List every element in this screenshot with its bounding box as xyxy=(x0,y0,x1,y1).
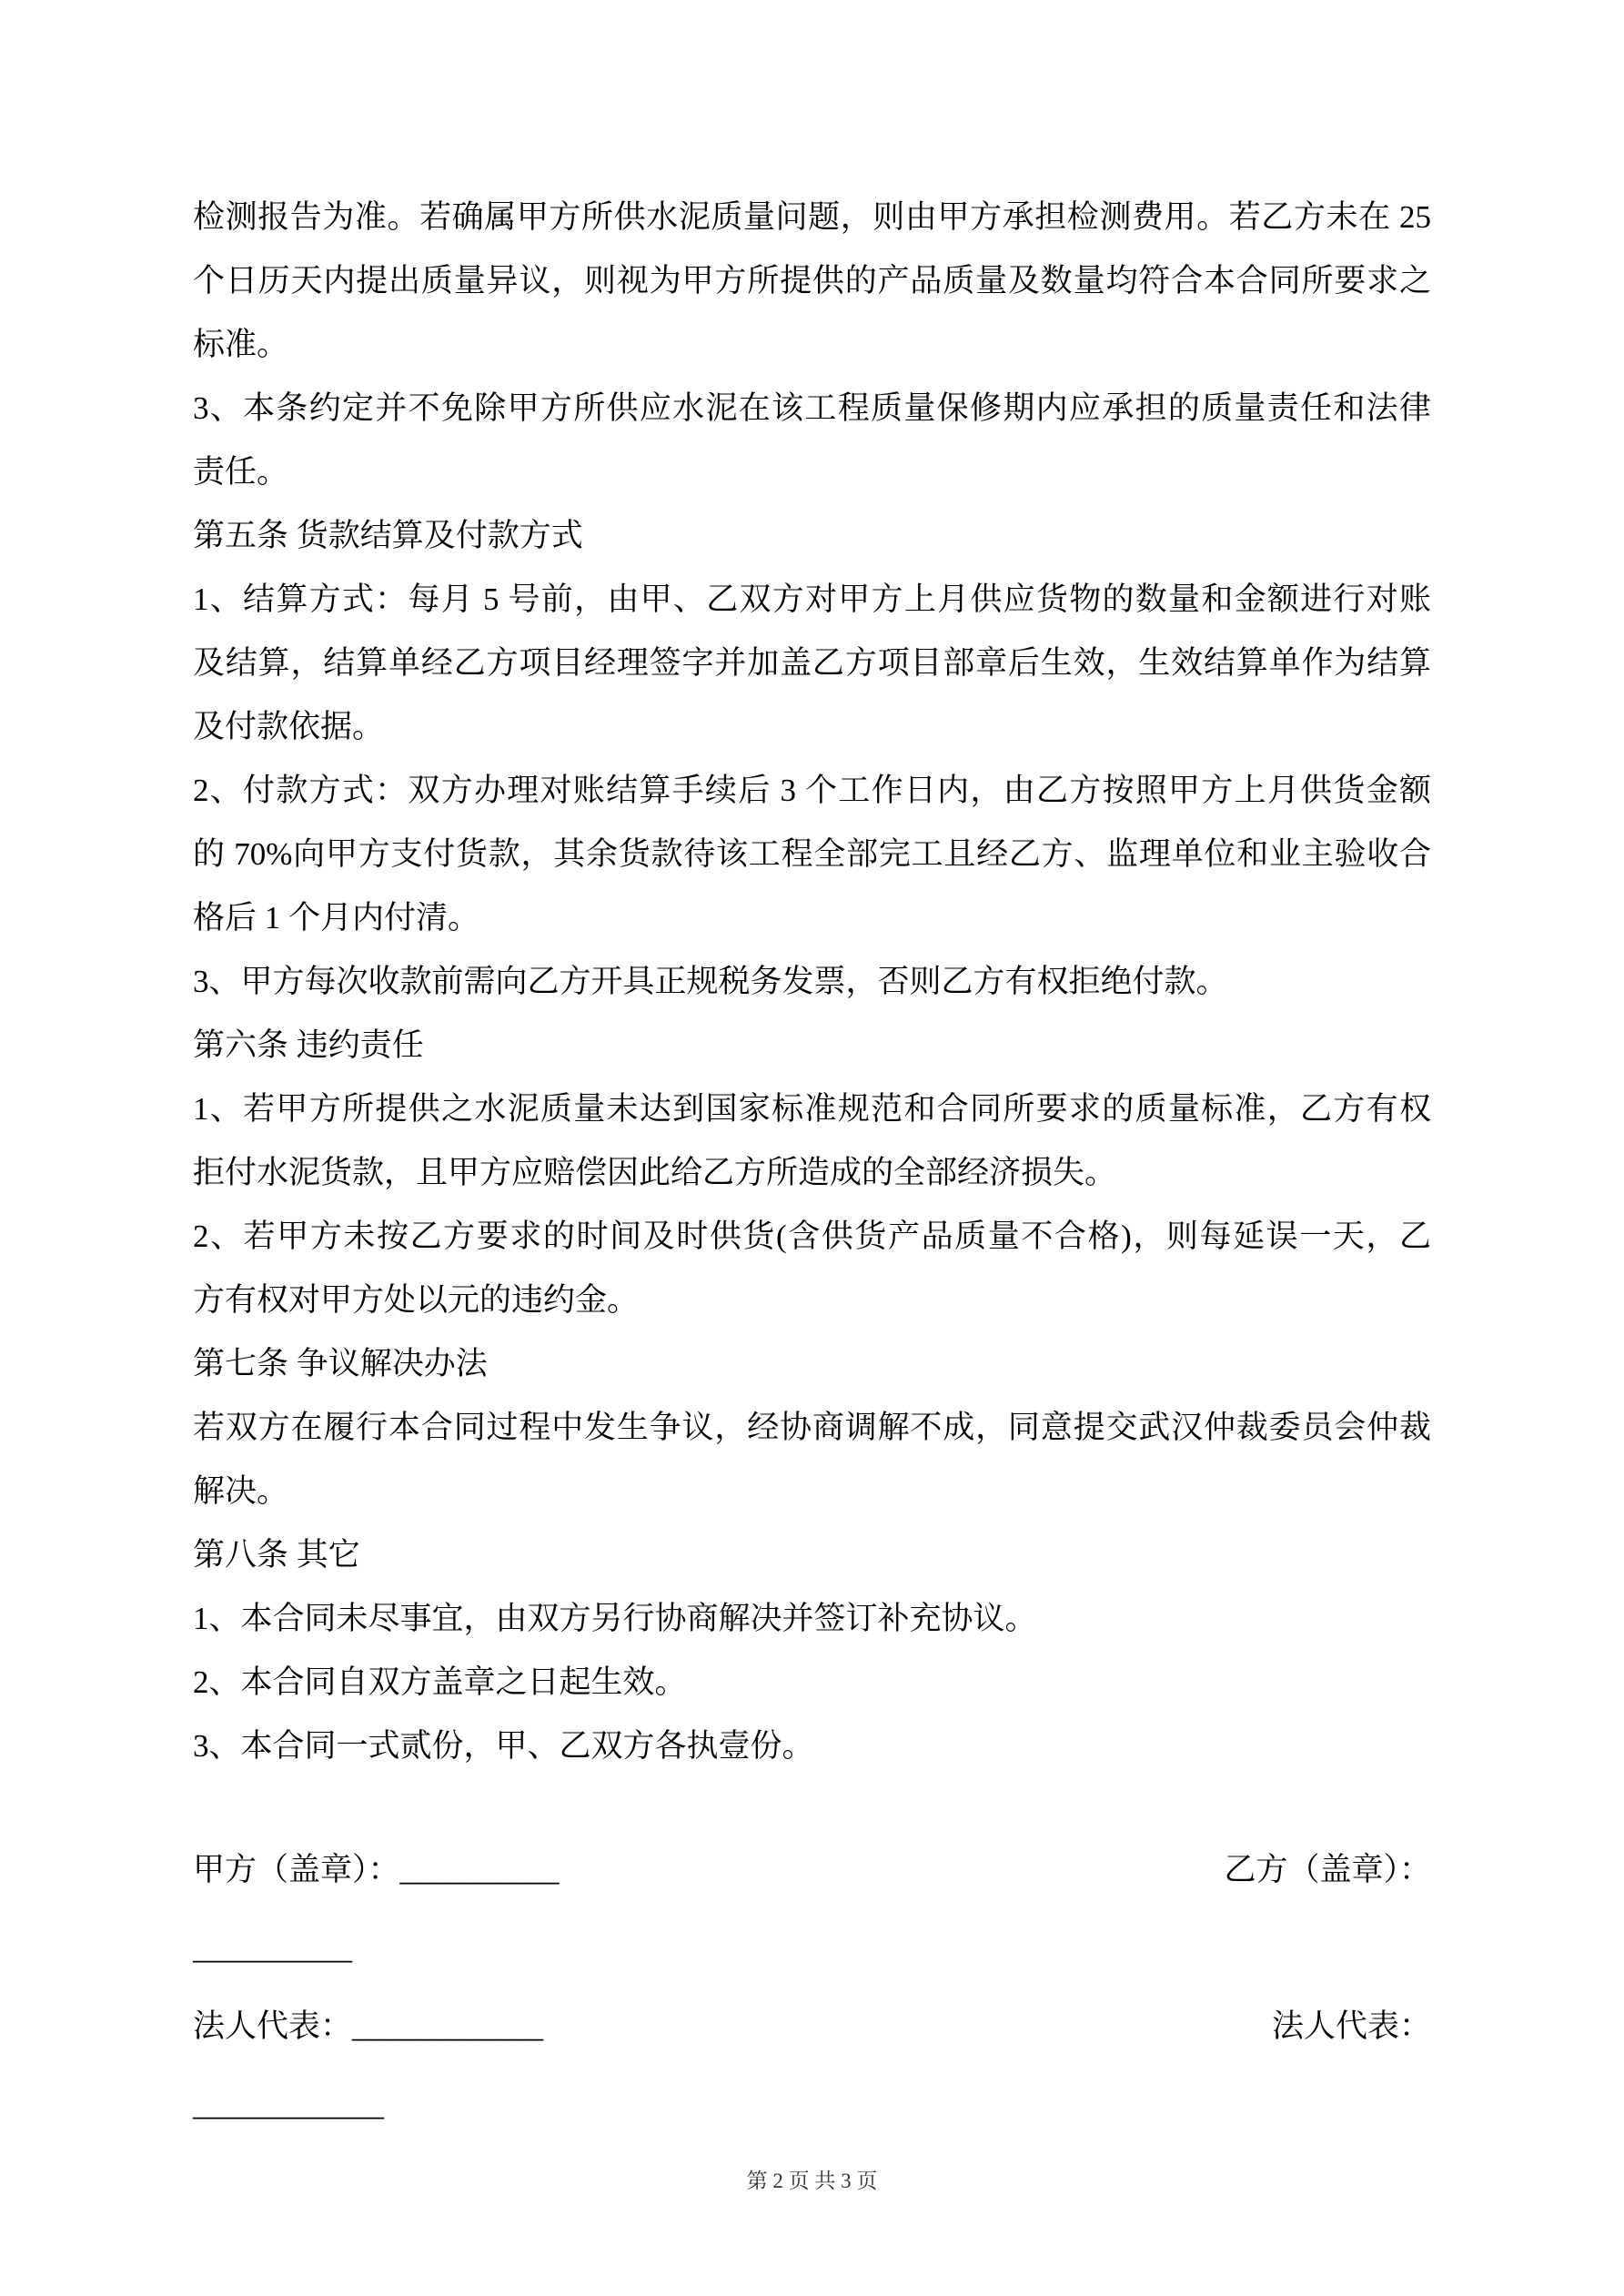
contract-line: 个日历天内提出质量异议，则视为甲方所提供的产品质量及数量均符合本合同所要求之 xyxy=(193,263,1431,298)
contract-line: 2、本合同自双方盖章之日起生效。 xyxy=(193,1664,687,1700)
contract-line: 3、甲方每次收款前需向乙方开具正规税务发票，否则乙方有权拒绝付款。 xyxy=(193,964,1228,999)
contract-line: 拒付水泥货款，且甲方应赔偿因此给乙方所造成的全部经济损失。 xyxy=(193,1155,1117,1190)
party-a-seal-label: 甲方（盖章）： xyxy=(193,1852,400,1887)
party-a-seal-blank: __________ xyxy=(399,1852,560,1887)
contract-line: 3、本合同一式贰份，甲、乙双方各执壹份。 xyxy=(193,1728,814,1764)
signature-row-representative xyxy=(193,1988,1431,2066)
signature-row-representative-blank xyxy=(193,2066,1431,2144)
signature-row-seal-blank xyxy=(193,1909,1431,1988)
contract-line: 检测报告为准。若确属甲方所供水泥质量问题，则由甲方承担检测费用。若乙方未在 25 xyxy=(193,199,1431,235)
contract-line: 2、付款方式：双方办理对账结算手续后 3 个工作日内，由乙方按照甲方上月供货金额 xyxy=(193,773,1431,808)
contract-line: 及结算，结算单经乙方项目经理签字并加盖乙方项目部章后生效，生效结算单作为结算 xyxy=(193,645,1431,681)
section-heading-clause-8: 第八条 其它 xyxy=(193,1537,360,1573)
party-b-seal-blank: __________ xyxy=(193,1930,352,1966)
contract-line: 方有权对甲方处以元的违约金。 xyxy=(193,1282,640,1318)
contract-line: 1、结算方式：每月 5 号前，由甲、乙双方对甲方上月供应货物的数量和金额进行对账 xyxy=(193,582,1431,617)
section-heading-clause-7: 第七条 争议解决办法 xyxy=(193,1346,488,1381)
party-a-rep-label: 法人代表： xyxy=(193,2008,353,2044)
section-heading-clause-5: 第五条 货款结算及付款方式 xyxy=(193,518,583,553)
contract-line: 格后 1 个月内付清。 xyxy=(193,900,480,936)
party-a-representative xyxy=(193,1988,543,2066)
contract-line: 1、若甲方所提供之水泥质量未达到国家标准规范和合同所要求的质量标准，乙方有权 xyxy=(193,1091,1431,1127)
contract-line: 责任。 xyxy=(193,454,289,490)
section-heading-clause-6: 第六条 违约责任 xyxy=(193,1027,424,1063)
contract-body xyxy=(193,186,1431,2144)
contract-line: 若双方在履行本合同过程中发生争议，经协商调解不成，同意提交武汉仲裁委员会仲裁 xyxy=(193,1410,1431,1445)
signature-row-seal xyxy=(193,1831,1431,1909)
contract-line: 标准。 xyxy=(193,327,289,362)
party-a-rep-blank: ____________ xyxy=(352,2008,544,2044)
page-number: 第 2 页 共 3 页 xyxy=(746,2170,878,2192)
contract-line: 1、本合同未尽事宜，由双方另行协商解决并签订补充协议。 xyxy=(193,1601,1037,1636)
party-b-rep-label: 法人代表： xyxy=(1271,2008,1431,2044)
contract-line: 3、本条约定并不免除甲方所供应水泥在该工程质量保修期内应承担的质量责任和法律 xyxy=(193,390,1431,426)
contract-line: 及付款依据。 xyxy=(193,709,385,744)
contract-line: 的 70%向甲方支付货款，其余货款待该工程全部完工且经乙方、监理单位和业主验收合 xyxy=(193,836,1431,872)
party-b-seal-label: 乙方（盖章）： xyxy=(1224,1852,1431,1887)
party-b-rep-blank: ____________ xyxy=(193,2087,384,2122)
signature-section xyxy=(193,1831,1431,2144)
contract-line: 解决。 xyxy=(193,1473,289,1509)
page-footer xyxy=(0,2164,1624,2194)
contract-line: 2、若甲方未按乙方要求的时间及时供货(含供货产品质量不合格)，则每延误一天，乙 xyxy=(193,1219,1431,1254)
party-a-seal xyxy=(193,1831,560,1909)
